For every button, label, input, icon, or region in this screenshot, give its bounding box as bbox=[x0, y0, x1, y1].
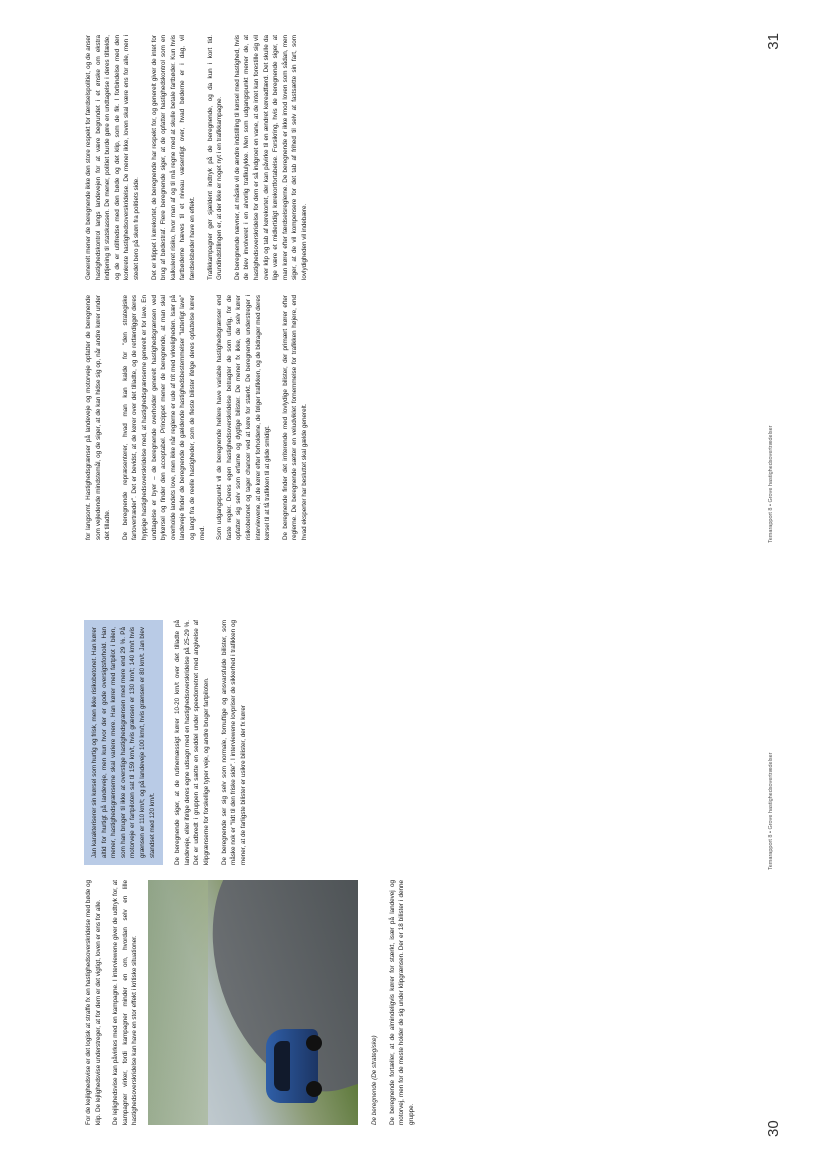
car-wheel bbox=[305, 1081, 321, 1097]
paragraph: For de kejlighedsvise er det logisk at straffe fx en hastighedsoverskridelse med bøde og klip. De lejlighedsvise understreger, at for dem er det vigtigt, loven er ens for alle. bbox=[84, 880, 102, 1125]
case-highlight-box: Jan karakteriserer sin kørsel som hurtig og frisk, men ikke risikobetonet. Han kører altid for hurtigt på landeveje, men kun hvor der er gode oversigtsforhold. Han mener, hastighedsgrænserne skal variere mere. Han kører med fartpilot i bilen, som han bruger til ikke at overstige hastighedsgrænsen med mere end 29 %. På motorveje er fartpiloten sat til 159 km/t, hvis grænsen er 130 km/t; 140 km/t hvis grænsen er 110 km/t; og på landeveje 100 km/t, hvis grænsen er 80 km/t. Jan blev standset med 120 km/t. bbox=[84, 620, 163, 865]
page-footer: Temarapport 8 • Grove hastighedsovertrædelser bbox=[767, 425, 774, 543]
right-column-2 bbox=[84, 35, 317, 280]
left-column-2 bbox=[84, 620, 256, 865]
paragraph: De beregnende nævner, at måske vil de ændre indstilling til kørsel med hastighed, hvis de blev involveret i en alvorlig trafikulykke. Men som udgangspunkt mener de, at hastighedsoverskridelse for dem er så indgroet en vane, at de intet kan forestille sig vil over klip og tab af kørekortet, der kan påvirke til en ændret køreadfærd. Det skulle da lige være et midlertidigt kørekortfortabelse. Forsikring, hvis de beregnende siger, at man kører efter færdselsreglerne. De beregnende er ikke imod loven som sådan, men siger, at de vil kompensere for det tab af frihed til selv at fastsætte sin fart, som lovlydigheden vil indebære. bbox=[233, 35, 308, 280]
page-footer: Temarapport 8 • Grove hastighedsovertrædelser bbox=[767, 752, 774, 870]
paragraph: De beregnende ser sig selv som normale, fornuftige og ansvarsfulde bilister, som måske nok er "lidt til den friske side". I interviewene lovpriser de sikkerhed i trafikken og mener, at de farligste bilister er usikre bilister, der fx kører bbox=[220, 620, 247, 865]
paragraph: Trafikkampagner gør sjældent indtryk på de beregnende, og da kun i kort tid. Grundindstillingen er, at der ikke er noget nyt i en trafikkampagne. bbox=[206, 35, 223, 280]
car-on-road-photo bbox=[147, 880, 357, 1125]
document-spread bbox=[34, 15, 794, 1155]
page-number: 31 bbox=[764, 33, 782, 50]
paragraph: Det er klippet i kørekortet, de beregnende har respekt for, og generelt giver de intet for brug af bødestraf. Flere beregnende siger, at de opfatter hastighedskontrol som en kalkuleret risiko, hvor man af og til må regne med at skulle betale fartbøder. Kun hvis fartbøderne hæves til et niveau væsentligt over, hvad bøderne er i dag, vil færdselsbøder have en effekt. bbox=[150, 35, 196, 280]
car-wheel bbox=[305, 1035, 321, 1051]
paragraph: De beregnende siger, at de rutinemæssigt kører 10-20 km/t over det tilladte på landeveje, eller ifølge deres egne udsagn med en hastighedsoverskridelse på 25-29 %. Det er udbredt i gruppen at sætte en seddel under speedometret med angivelse af klipgrænserne for forskellige typer veje, og andre bruger fartpiloten. bbox=[173, 620, 210, 865]
left-column-1 bbox=[84, 880, 424, 1125]
paragraph: De beregnende finder det irriterende med lovlydige bilister, der primært kører efter reglerne. De beregnende sætter en veludviklet fornemmelse for trafikken højere, end hvad eksperter har besluttet skal gælde generelt. bbox=[281, 295, 308, 540]
paragraph: Som udgangspunkt vil de beregnende hellere have variable hastighedsgrænser end faste regler. Deres egen hastighedsoverskridelse betragter de som ufarlig, for de opfatter sig selv som erfarne og dygtige bilister. De mener fx ikke, de selv kører risikobetonet og tager chancer ved at køre for stærkt. De beregnende understreger i interviewene, at de kører efter forholdene, de følger trafikken, og de bidrager med deres kørsel til at få trafikken til at glide smidigt. bbox=[215, 295, 271, 540]
paragraph: De beregnende fortæller, at de almindeligvis kører for stærkt, især på landevej og motorvej, men for de meste holder de sig under klipgrænsen. Der er 18 bilister i denne gruppe. bbox=[388, 880, 415, 1125]
paragraph: De lejlighedsvise kan påvirkes med en kampagne. I interviewene giver de udtryk for, at kampagner virker, fordi kampagner minder en om, hvordan selv en lille hastighedsoverskridelse kan have en stor effekt i kritiske situationer. bbox=[111, 880, 138, 1125]
treeline bbox=[147, 880, 207, 1125]
page-number: 30 bbox=[764, 1120, 782, 1137]
paragraph: for langsomt. Hastighedsgrænser på landeveje og motorveje opfatter de beregnende som vejledende mindstemål, og de siger, at de kan hidse sig op, når andre kører under det tilladte. bbox=[84, 295, 111, 540]
left-page bbox=[34, 585, 794, 1155]
paragraph: De beregnende repræsenterer, hvad man kan kalde for "den strategiske fartovertræder". Det er bevidst, at de kører over det tilladte, og de retfærdiggør deres hyppige hastighedsoverskridelse med, at hastighedsgrænserne generelt er for lave. En undtagelse er byer – de beregnende overholder generelt hastighedsgrænsen ved bykørsel og finder den acceptabel. Princippet mener de beregnende, at man skal overholde landets love, men ikke når reglerne er ude af trit med virkeligheden. Især på landeveje finder de beregnende de gældende hastighedsbestemmelser "latterligt lave" og langt fra de reelle hastigheder, som de fleste bilister ifølge deres opfattelse kører med. bbox=[121, 295, 206, 540]
car-windshield bbox=[273, 1041, 289, 1091]
paragraph: Generelt mener de beregnende ikke den store respekt for færdselspolitiet, og de anser hastighedskontrol langs landevejen for at være begrundet i et ønske om ekstra indtjening til statskassen. De mener, politiet burde gøre en undtagelse i deres tilfælde, og de er utilfredse med den bøde og det klip, som de fik. I forbindelse med den konkrete hastighedsoverskridelse. De mener ikke, loven skal være ens for alle, men i stedet bero på skøn fra politiets side. bbox=[84, 35, 140, 280]
section-subheading: De beregnende (De strategiske) bbox=[370, 1035, 378, 1125]
right-column-1 bbox=[84, 295, 317, 540]
car-image bbox=[265, 1029, 317, 1103]
right-page bbox=[34, 15, 794, 585]
